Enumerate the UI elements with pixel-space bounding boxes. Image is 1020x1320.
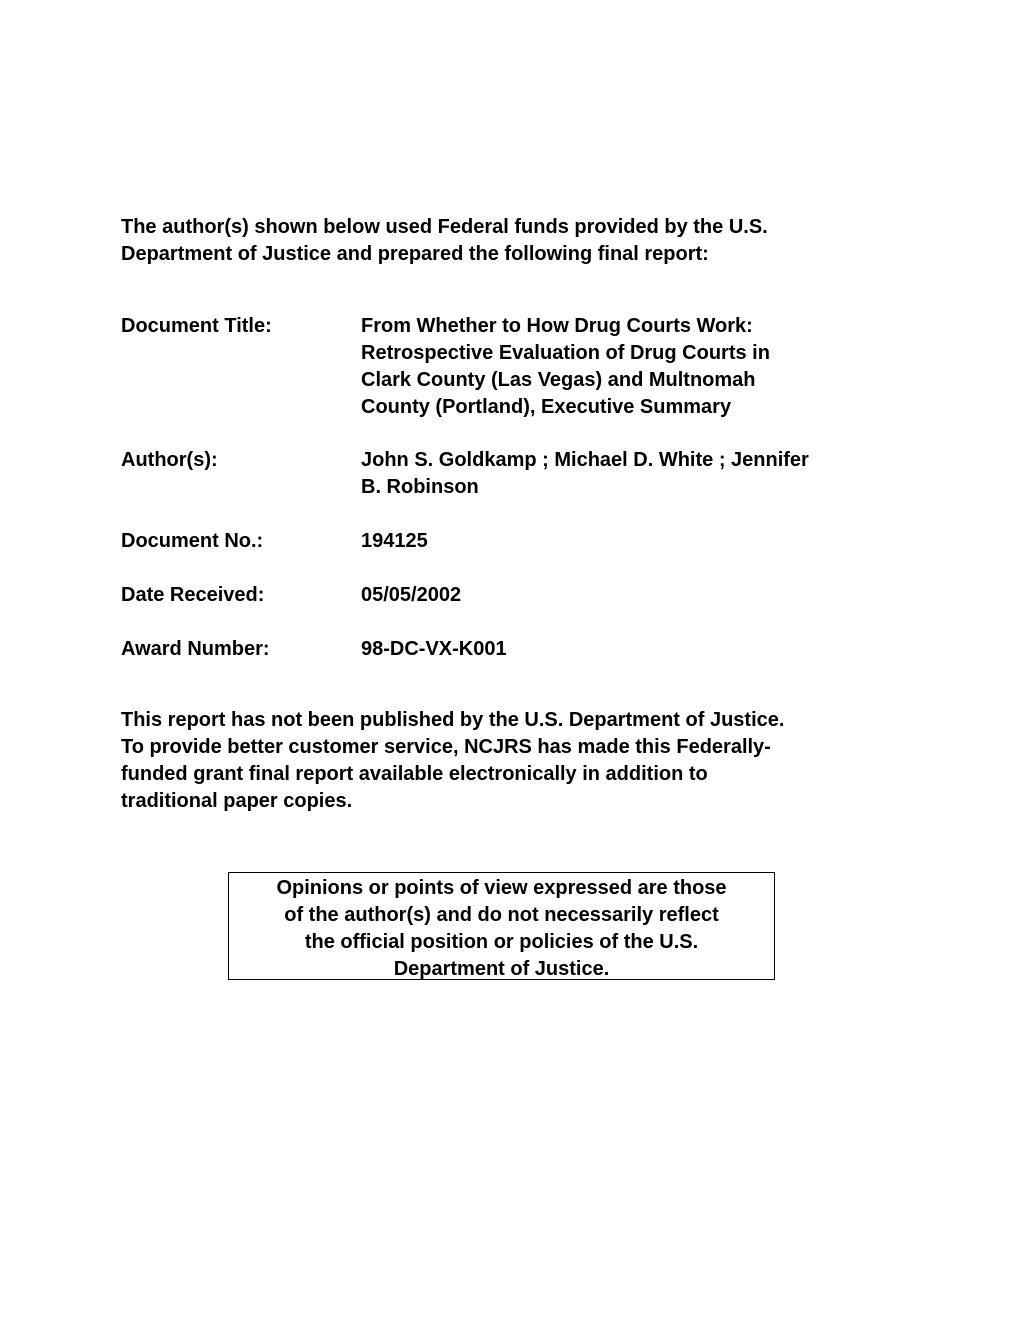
award-number-value: 98-DC-VX-K001 (361, 638, 507, 660)
notice-line: funded grant final report available electronically in addition to (121, 763, 708, 785)
notice-line: To provide better customer service, NCJRS has made this Federally- (121, 736, 771, 758)
intro-line: Department of Justice and prepared the following final report: (121, 243, 709, 265)
document-title-line: Retrospective Evaluation of Drug Courts in (361, 342, 770, 364)
document-number-label: Document No.: (121, 530, 264, 552)
date-received-value: 05/05/2002 (361, 584, 462, 606)
authors-line: B. Robinson (361, 476, 479, 498)
intro-statement (121, 214, 901, 268)
disclaimer-line: Department of Justice. (393, 958, 610, 980)
document-number-value: 194125 (361, 530, 428, 552)
document-title-label: Document Title: (121, 315, 272, 337)
publication-notice (121, 707, 911, 815)
disclaimer-line: of the author(s) and do not necessarily reflect (284, 904, 719, 926)
award-number-label: Award Number: (121, 638, 270, 660)
date-received-label: Date Received: (121, 584, 265, 606)
disclaimer-line: Opinions or points of view expressed are those (276, 877, 727, 899)
authors-value (361, 447, 901, 501)
document-title-line: From Whether to How Drug Courts Work: (361, 315, 753, 337)
authors-line: John S. Goldkamp ; Michael D. White ; Jennifer (361, 449, 809, 471)
notice-line: traditional paper copies. (121, 790, 353, 812)
disclaimer-box (228, 872, 775, 980)
document-title-line: County (Portland), Executive Summary (361, 396, 732, 418)
authors-label: Author(s): (121, 449, 218, 471)
document-title-value (361, 313, 901, 421)
notice-line: This report has not been published by the U.S. Department of Justice. (121, 709, 785, 731)
disclaimer-line: the official position or policies of the U.S. (304, 931, 699, 953)
document-title-line: Clark County (Las Vegas) and Multnomah (361, 369, 756, 391)
intro-line: The author(s) shown below used Federal funds provided by the U.S. (121, 216, 768, 238)
